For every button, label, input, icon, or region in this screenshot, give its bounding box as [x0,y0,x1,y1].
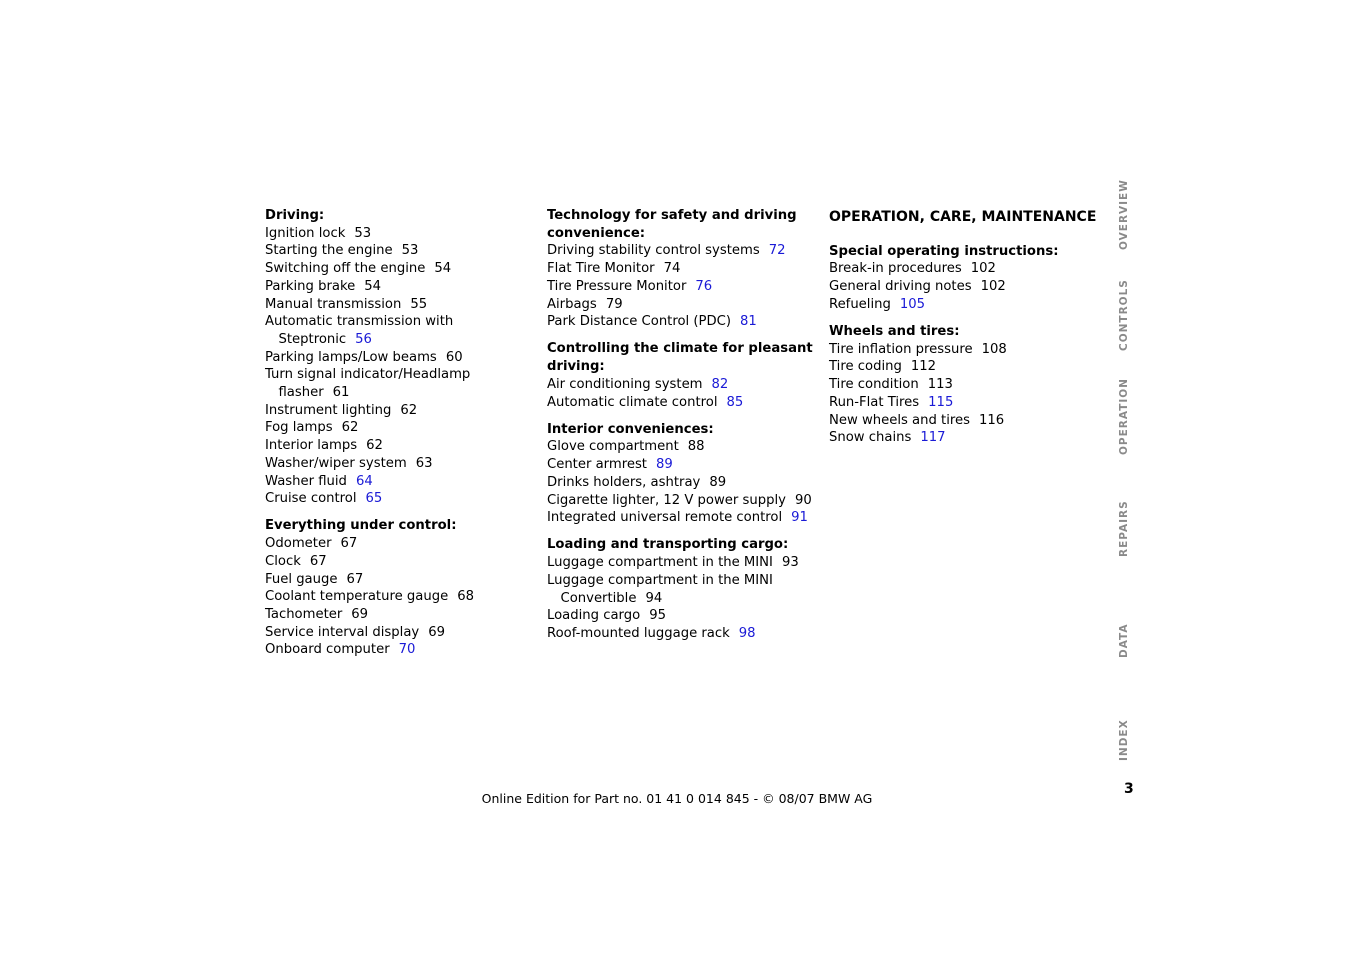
toc-column-1 [265,207,535,669]
toc-entry-line [265,553,535,571]
toc-entry [265,571,535,589]
toc-entry [265,260,535,278]
toc-entry-title: Parking lamps/Low beams [265,349,437,365]
toc-entry[interactable] [547,313,817,331]
toc-entry-title: Tire Pressure Monitor [547,278,687,294]
toc-entry [547,260,817,278]
toc-entry-line [547,242,817,260]
toc-entry-title: Snow chains [829,430,912,446]
page-number-ref: 55 [410,296,428,312]
toc-entry-line [547,554,817,572]
toc-entry [265,278,535,296]
page-link[interactable]: 117 [920,430,946,446]
toc-entry-line [265,606,535,624]
page-number-ref: 79 [605,296,623,312]
page-number-ref: 112 [910,359,937,375]
chapter-tabs [1118,180,1148,780]
toc-entry [547,474,817,492]
page-number-ref: 116 [979,412,1005,428]
toc-entry [265,553,535,571]
toc-entry[interactable] [547,242,817,260]
toc-entry-title: Tire condition [829,377,919,393]
section-heading: Controlling the climate for pleasant [547,341,813,357]
tab-overview[interactable]: OVERVIEW [1118,179,1130,250]
toc-entry-title: Park Distance Control (PDC) [547,314,732,330]
toc-entry-line [547,394,817,412]
page-link[interactable]: 76 [695,278,713,294]
toc-entry [547,492,817,510]
toc-entry-line [547,625,817,643]
toc-entry-line [547,509,817,527]
toc-entry-line [265,225,535,243]
toc-column-3 [829,207,1099,456]
toc-entry-title: Tire inflation pressure [829,341,973,357]
toc-entry-title: Convertible [560,590,637,606]
section-heading: Interior conveniences: [547,421,714,437]
page-number-ref: 60 [445,349,463,365]
toc-entry-line [547,438,817,456]
page-number-ref: 108 [981,341,1007,357]
page-number-ref: 68 [457,589,474,605]
toc-entry[interactable] [547,509,817,527]
toc-entry-title: flasher [278,385,324,401]
toc-section [265,517,535,659]
toc-entry-line [547,590,817,608]
toc-entry [829,358,1099,376]
page-number-ref: 69 [351,606,369,622]
page-number-ref: 62 [341,420,359,436]
toc-entry [829,412,1099,430]
toc-column-2 [547,207,817,652]
toc-entry-title: Switching off the engine [265,261,426,277]
toc-entry-line [829,296,1099,314]
toc-entry[interactable] [829,296,1099,314]
toc-entry [265,419,535,437]
toc-entry-title: Ignition lock [265,225,346,241]
toc-entry [265,437,535,455]
toc-entry-line [547,456,817,474]
toc-entry-line [265,535,535,553]
toc-entry[interactable] [829,394,1099,412]
toc-entry-title: Air conditioning system [547,376,703,392]
toc-entry-line [265,296,535,314]
toc-entry-title: Parking brake [265,278,356,294]
toc-entry-line [829,412,1099,430]
toc-entry[interactable] [547,376,817,394]
toc-entry[interactable] [547,394,817,412]
toc-entry[interactable] [547,278,817,296]
toc-entry-line [547,296,817,314]
toc-entry-title: Luggage compartment in the MINI [547,555,773,571]
toc-entry-line [265,490,535,508]
toc-entry-line [265,419,535,437]
toc-entry-title: Flat Tire Monitor [547,261,655,277]
toc-entry-title: New wheels and tires [829,412,971,428]
toc-entry [829,341,1099,359]
page-link[interactable]: 105 [899,296,926,312]
toc-section [547,340,817,411]
toc-entry [265,242,535,260]
page-number-ref: 95 [649,608,666,624]
page-link[interactable]: 56 [355,331,372,347]
section-heading: Special operating instructions: [829,243,1059,259]
toc-entry-line [547,492,817,510]
page-number-ref: 94 [645,590,663,606]
page-number-ref: 62 [366,438,383,454]
page-number-ref: 54 [434,261,452,277]
page-link[interactable]: 98 [738,625,756,641]
toc-entry-title: Starting the engine [265,243,393,259]
page-link[interactable]: 91 [791,510,808,526]
toc-entry [265,366,535,401]
toc-entry-title: Roof-mounted luggage rack [547,625,730,641]
toc-entry-title: Tire coding [829,359,902,375]
toc-entry-title: Manual transmission [265,296,402,312]
toc-entry-title: Tachometer [265,606,343,622]
page-link[interactable]: 70 [398,642,416,658]
page-number-ref: 63 [415,455,433,471]
page-number-ref: 89 [709,474,727,490]
page-link[interactable]: 72 [768,243,786,259]
page-number: 3 [1124,781,1134,797]
toc-entry-title: Service interval display [265,624,420,640]
section-heading: Everything under control: [265,518,457,534]
toc-entry-title: Turn signal indicator/Headlamp [265,367,471,383]
toc-entry-line [265,571,535,589]
tab-repairs[interactable]: REPAIRS [1118,500,1130,557]
toc-entry-line [265,278,535,296]
toc-entry-line [829,394,1099,412]
toc-entry-title: Cigarette lighter, 12 V power supply [547,492,786,508]
toc-entry [547,554,817,572]
toc-entry [265,402,535,420]
toc-entry-line [547,572,817,590]
toc-section [829,323,1099,447]
toc-entry [829,376,1099,394]
tab-operation[interactable]: OPERATION [1118,378,1130,455]
section-heading: Technology for safety and driving [547,208,797,223]
page-number-ref: 62 [400,402,418,418]
section-heading: Wheels and tires: [829,324,960,340]
page-number-ref: 67 [340,536,358,552]
toc-entry-line [265,384,535,402]
toc-entry-line [265,473,535,491]
page-link[interactable]: 81 [740,314,757,330]
page-number-ref: 90 [794,492,812,508]
toc-entry[interactable] [547,625,817,643]
toc-entry-line [829,429,1099,447]
toc-entry-title: Washer/wiper system [265,455,407,471]
toc-entry-title: Airbags [547,296,597,312]
toc-entry-line [265,437,535,455]
toc-entry[interactable] [547,456,817,474]
toc-entry [265,296,535,314]
page-number-ref: 74 [663,261,681,277]
page-link[interactable]: 115 [928,394,954,410]
toc-entry-title: Odometer [265,536,332,552]
page-number-ref: 113 [927,377,953,393]
toc-entry-line [547,260,817,278]
toc-entry-line [829,278,1099,296]
toc-entry-title: Interior lamps [265,438,358,454]
toc-entry-title: Onboard computer [265,642,390,658]
toc-entry-line [265,641,535,659]
toc-entry-title: Steptronic [278,331,347,347]
page-number-ref: 67 [346,571,364,587]
toc-entry [265,624,535,642]
page-number-ref: 102 [980,279,1006,295]
page-number-ref: 54 [364,278,382,294]
toc-entry-title: Luggage compartment in the MINI [547,572,773,588]
toc-entry [265,606,535,624]
toc-entry-line [547,474,817,492]
toc-entry-line [265,331,535,349]
footer-text: Online Edition for Part no. 01 41 0 014 845 - © 08/07 BMW AG [481,791,873,806]
toc-section [547,536,817,642]
toc-section [547,421,817,527]
page-number-ref: 102 [970,261,996,277]
toc-entry-line [547,278,817,296]
toc-entry[interactable] [265,641,535,659]
page-link[interactable]: 82 [711,376,729,392]
toc-entry [265,349,535,367]
toc-entry [265,588,535,606]
toc-entry-title: Glove compartment [547,439,679,455]
tab-data[interactable]: DATA [1118,623,1130,659]
page-link[interactable]: 85 [726,394,744,410]
page-number-ref: 67 [309,553,327,569]
toc-entry-line [265,313,535,331]
toc-entry-title: Center armrest [547,457,647,473]
toc-entry [547,607,817,625]
toc-entry-line [547,607,817,625]
page-number-ref: 69 [428,624,446,640]
toc-entry [265,535,535,553]
toc-entry-line [265,366,535,384]
tab-controls[interactable]: CONTROLS [1118,279,1130,351]
page-link[interactable]: 89 [655,457,673,473]
toc-entry-title: Washer fluid [265,473,347,489]
toc-entry [547,438,817,456]
toc-entry-line [265,242,535,260]
toc-entry [547,572,817,607]
toc-entry[interactable] [829,429,1099,447]
page-link[interactable]: 65 [365,491,383,507]
toc-entry [829,278,1099,296]
toc-entry-title: Instrument lighting [265,402,392,418]
toc-entry-line [265,260,535,278]
toc-entry-title: Break-in procedures [829,261,962,277]
toc-entry-line [265,455,535,473]
toc-entry-title: Loading cargo [547,608,641,624]
section-heading: Driving: [265,208,325,223]
page-number-ref: 53 [401,243,419,259]
tab-index[interactable]: INDEX [1118,719,1130,761]
page-number-ref: 61 [332,385,350,401]
toc-entry-title: Driving stability control systems [547,243,760,259]
toc-entry-line [265,402,535,420]
toc-entry [547,296,817,314]
toc-entry-title: Automatic transmission with [265,314,454,330]
toc-entry-title: Fog lamps [265,420,333,436]
toc-entry-title: Clock [265,553,301,569]
toc-entry[interactable] [265,313,535,348]
toc-entry [265,225,535,243]
toc-entry-line [829,341,1099,359]
toc-entry-line [829,376,1099,394]
section-heading: convenience: [547,225,646,241]
toc-entry-title: Coolant temperature gauge [265,589,449,605]
toc-entry-title: Integrated universal remote control [547,510,783,526]
section-heading: Loading and transporting cargo: [547,537,789,553]
page-link[interactable]: 64 [355,473,373,489]
toc-entry-line [265,588,535,606]
toc-section [829,243,1099,314]
toc-entry-line [265,349,535,367]
toc-section [265,207,535,508]
toc-entry-title: Drinks holders, ashtray [547,474,701,490]
toc-entry[interactable] [265,490,535,508]
toc-entry-title: Run-Flat Tires [829,394,920,410]
page-number-ref: 53 [354,225,372,241]
toc-entry-line [265,624,535,642]
toc-entry[interactable] [265,473,535,491]
toc-entry [265,455,535,473]
toc-entry-title: General driving notes [829,279,972,295]
toc-entry-line [547,376,817,394]
page-number-ref: 93 [781,555,799,571]
toc-entry [829,260,1099,278]
toc-entry-title: Automatic climate control [547,394,718,410]
toc-entry-line [829,260,1099,278]
page-number-ref: 88 [687,439,705,455]
toc-section [547,207,817,331]
toc-entry-line [829,358,1099,376]
toc-entry-title: Fuel gauge [265,571,338,587]
toc-entry-title: Cruise control [265,491,357,507]
section-heading: driving: [547,359,605,375]
part-heading: OPERATION, CARE, MAINTENANCE [829,209,1097,225]
toc-entry-line [547,313,817,331]
toc-entry-title: Refueling [829,296,891,312]
